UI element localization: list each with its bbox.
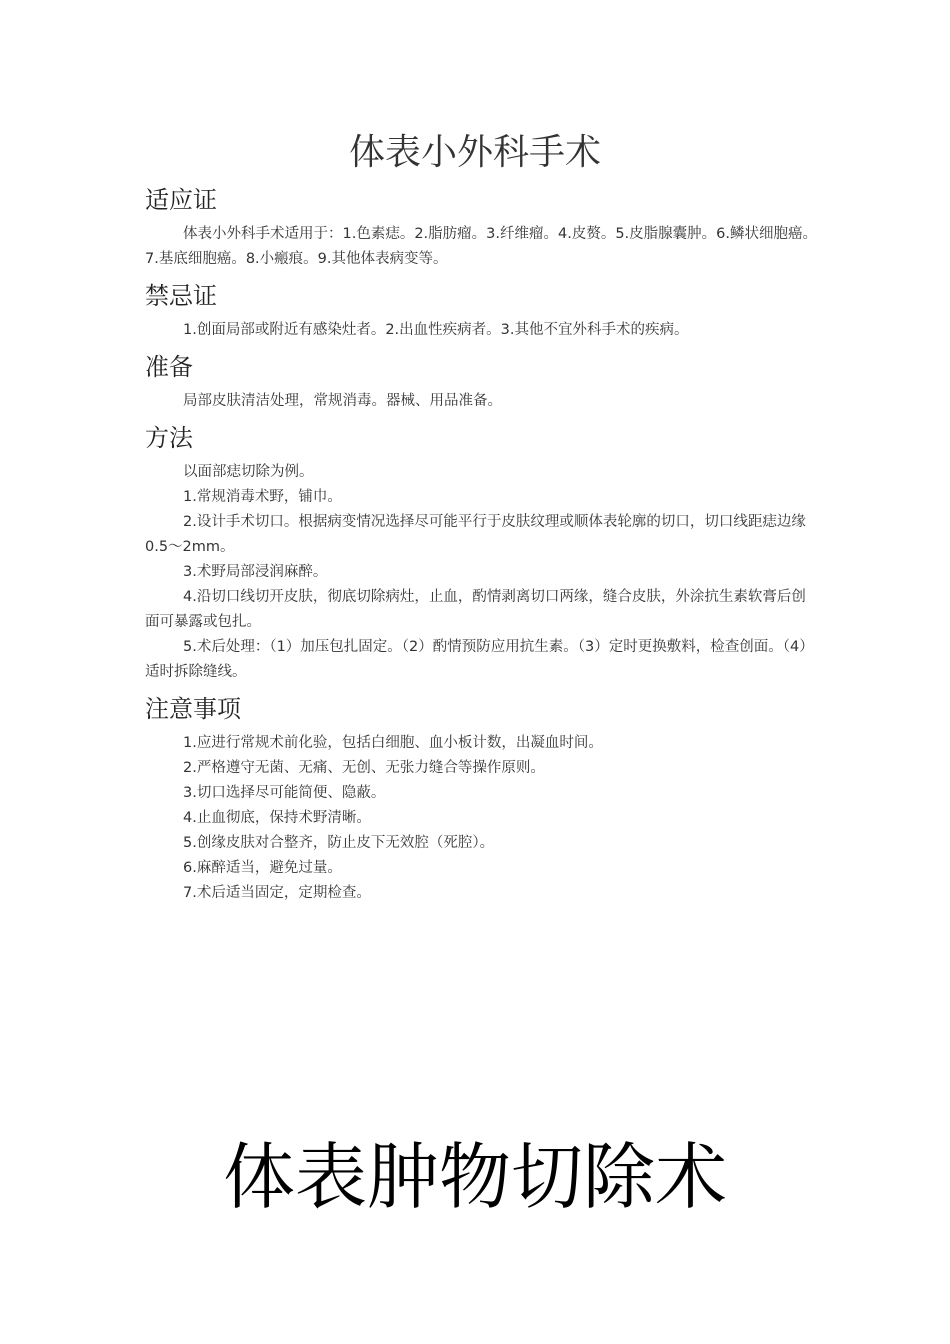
section-contraindications	[145, 278, 817, 343]
section-heading: 方法	[145, 424, 193, 452]
section-heading: 适应证	[145, 186, 217, 214]
paragraph: 4.沿切口线切开皮肤，彻底切除病灶，止血，酌情剥离切口两缘，缝合皮肤，外涂抗生素软膏后创面可暴露或包扎。	[145, 589, 806, 630]
section-heading: 禁忌证	[145, 282, 217, 310]
paragraph: 1.创面局部或附近有感染灶者。2.出血性疾病者。3.其他不宜外科手术的疾病。	[183, 322, 689, 338]
section-indications	[145, 182, 817, 272]
next-document-title: 体表肿物切除术	[222, 1135, 727, 1219]
paragraph: 4.止血彻底，保持术野清晰。	[183, 810, 371, 826]
paragraph: 5.术后处理：（1）加压包扎固定。（2）酌情预防应用抗生素。（3）定时更换敷料，检查创面。（4）适时拆除缝线。	[145, 639, 814, 680]
paragraph: 6.麻醉适当，避免过量。	[183, 860, 342, 876]
paragraph: 2.设计手术切口。根据病变情况选择尽可能平行于皮肤纹理或顺体表轮廓的切口，切口线距痣边缘 0.5～2mm。	[145, 514, 806, 555]
section-method	[145, 420, 817, 685]
paragraph: 3.术野局部浸润麻醉。	[183, 564, 328, 580]
section-precautions	[145, 691, 817, 906]
paragraph: 7.术后适当固定，定期检查。	[183, 885, 371, 901]
document-body	[145, 182, 817, 912]
section-preparation	[145, 349, 817, 414]
section-heading: 注意事项	[145, 695, 241, 723]
paragraph: 3.切口选择尽可能简便、隐蔽。	[183, 785, 386, 801]
paragraph: 体表小外科手术适用于：1.色素痣。2.脂肪瘤。3.纤维瘤。4.皮赘。5.皮脂腺囊肿。6.鳞状细胞癌。7.基底细胞癌。8.小瘢痕。9.其他体表病变等。	[145, 226, 818, 267]
document-title: 体表小外科手术	[348, 132, 601, 173]
paragraph: 2.严格遵守无菌、无痛、无创、无张力缝合等操作原则。	[183, 760, 545, 776]
paragraph: 5.创缘皮肤对合整齐，防止皮下无效腔（死腔）。	[183, 835, 495, 851]
paragraph: 1.常规消毒术野，铺巾。	[183, 489, 342, 505]
paragraph: 1.应进行常规术前化验，包括白细胞、血小板计数，出凝血时间。	[183, 735, 603, 751]
paragraph: 局部皮肤清洁处理，常规消毒。器械、用品准备。	[183, 393, 502, 409]
paragraph: 以面部痣切除为例。	[183, 464, 314, 480]
section-heading: 准备	[145, 353, 193, 381]
